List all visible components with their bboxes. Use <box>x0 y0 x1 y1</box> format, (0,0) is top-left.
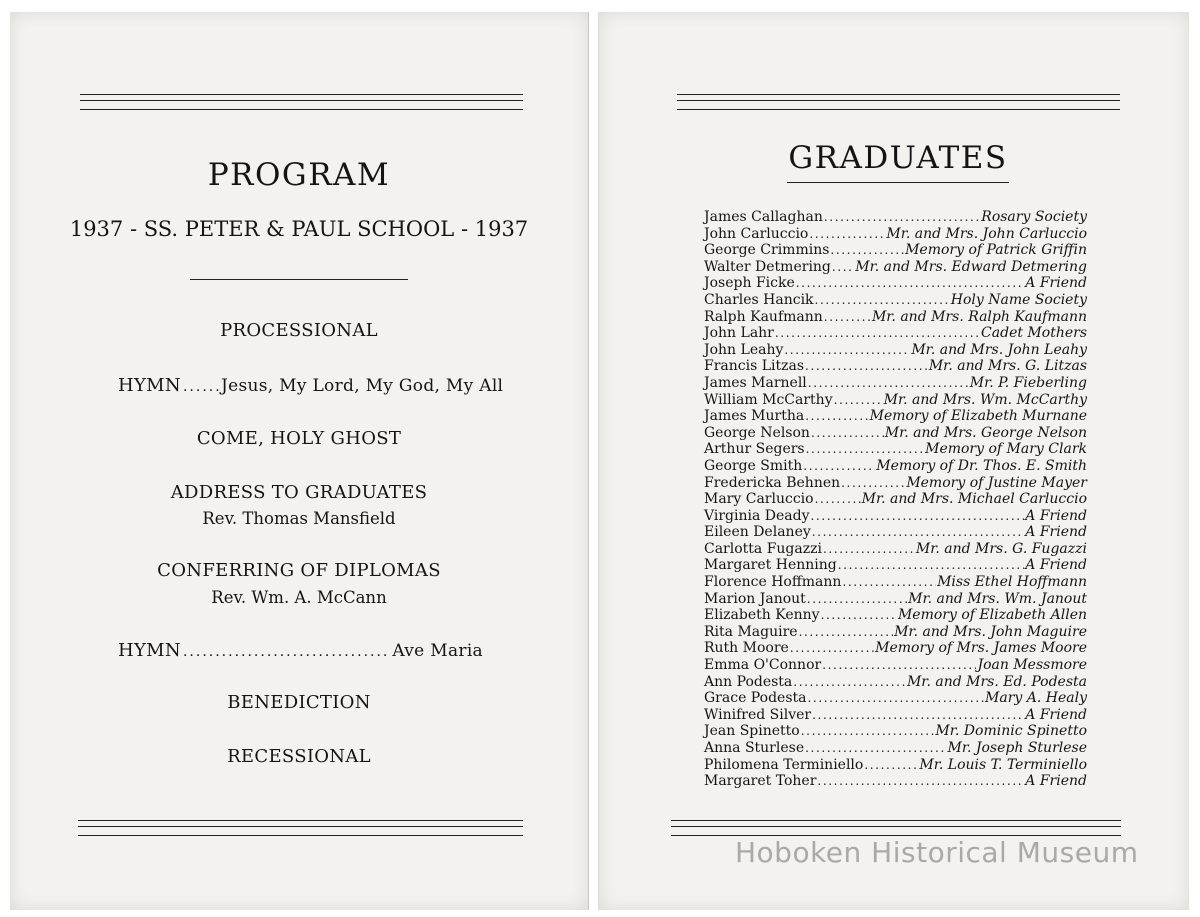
dot-leader <box>817 773 1024 790</box>
graduate-sponsor: Mr. and Mrs. George Nelson <box>884 424 1087 441</box>
graduate-row <box>704 607 1087 624</box>
graduate-sponsor: Mr. and Mrs. John Carluccio <box>886 225 1087 242</box>
graduate-name: Ann Podesta <box>704 673 793 690</box>
graduate-name: Mary Carluccio <box>704 491 814 508</box>
graduate-sponsor: A Friend <box>1025 706 1087 723</box>
graduate-name: Winifred Silver <box>704 706 812 723</box>
hymn-label: HYMN <box>118 375 181 396</box>
dot-leader <box>801 723 935 740</box>
graduate-name: George Smith <box>704 457 803 474</box>
dot-leader <box>784 342 910 359</box>
graduate-sponsor: A Friend <box>1025 773 1087 790</box>
graduate-row <box>704 358 1087 375</box>
title-divider <box>190 279 408 280</box>
dot-leader <box>775 325 980 342</box>
dot-leader <box>824 209 980 226</box>
graduate-row <box>704 475 1087 492</box>
graduate-sponsor: A Friend <box>1025 507 1087 524</box>
graduate-row <box>704 458 1087 475</box>
graduate-sponsor: Holy Name Society <box>950 291 1087 308</box>
dot-leader <box>822 657 976 674</box>
graduate-row <box>704 309 1087 326</box>
dot-leader <box>183 379 219 395</box>
graduate-row <box>704 657 1087 674</box>
come-holy-ghost-item: COME, HOLY GHOST <box>196 428 402 449</box>
processional-item: PROCESSIONAL <box>220 320 378 341</box>
graduate-name: George Crimmins <box>704 242 830 259</box>
graduate-row <box>704 375 1087 392</box>
graduate-sponsor: Mary A. Healy <box>985 690 1087 707</box>
graduate-sponsor: Memory of Patrick Griffin <box>905 242 1087 259</box>
school-name: SS. PETER & PAUL SCHOOL <box>143 217 455 241</box>
dot-leader <box>838 557 1025 574</box>
dot-leader <box>805 408 868 425</box>
dot-leader <box>811 508 1025 525</box>
graduate-name: James Marnell <box>704 374 807 391</box>
graduate-sponsor: Rosary Society <box>981 209 1087 225</box>
graduate-name: Elizabeth Kenny <box>704 607 820 624</box>
graduate-sponsor: Memory of Mary Clark <box>925 441 1087 458</box>
graduate-sponsor: Mr. and Mrs. G. Litzas <box>928 358 1087 375</box>
graduate-row <box>704 259 1087 276</box>
graduate-sponsor: Memory of Elizabeth Murnane <box>869 408 1087 425</box>
dot-leader <box>864 757 918 774</box>
year-right: 1937 <box>474 217 529 241</box>
graduate-row <box>704 574 1087 591</box>
graduate-row <box>704 508 1087 525</box>
graduate-sponsor: A Friend <box>1025 524 1087 541</box>
graduate-sponsor: Mr. and Mrs. Wm. Janout <box>908 590 1087 607</box>
dot-leader <box>807 690 984 707</box>
graduate-name: Charles Hancik <box>704 291 814 308</box>
benediction-item: BENEDICTION <box>227 692 371 713</box>
graduate-name: Francis Litzas <box>704 358 805 375</box>
graduate-row <box>704 690 1087 707</box>
graduate-name: Emma O'Connor <box>704 657 822 674</box>
dot-leader <box>812 707 1024 724</box>
dot-leader <box>803 458 875 475</box>
graduate-row <box>704 425 1087 442</box>
dot-leader <box>796 275 1025 292</box>
top-triple-rule <box>677 94 1120 110</box>
bottom-triple-rule <box>671 820 1121 836</box>
dot-leader <box>812 524 1025 541</box>
hymn-item-1 <box>118 375 504 396</box>
graduate-name: Joseph Ficke <box>704 275 795 292</box>
dot-leader <box>830 242 904 259</box>
program-page <box>10 12 589 910</box>
graduate-row <box>704 557 1087 574</box>
dot-leader <box>807 591 907 608</box>
hymn-title: Jesus, My Lord, My God, My All <box>220 376 504 396</box>
graduate-row <box>704 491 1087 508</box>
graduate-sponsor: Mr. P. Fieberling <box>969 374 1087 391</box>
graduate-name: Anna Sturlese <box>704 740 805 756</box>
graduate-sponsor: Mr. Dominic Spinetto <box>935 723 1087 740</box>
dot-leader <box>793 674 906 691</box>
graduate-sponsor: Mr. and Mrs. John Leahy <box>911 341 1087 358</box>
dot-leader <box>832 259 854 276</box>
graduate-name: Margaret Henning <box>704 557 837 574</box>
graduate-name: Florence Hoffmann <box>704 574 842 591</box>
subtitle-separator: - <box>460 217 475 241</box>
dot-leader <box>805 358 928 375</box>
graduate-name: Arthur Segers <box>704 441 805 458</box>
graduate-name: Philomena Terminiello <box>704 756 864 773</box>
dot-leader <box>808 375 969 392</box>
graduate-name: Walter Detmering <box>704 258 831 275</box>
graduate-sponsor: Cadet Mothers <box>981 325 1087 342</box>
dot-leader <box>821 607 897 624</box>
graduate-name: Carlotta Fugazzi <box>704 540 822 557</box>
graduate-sponsor: Mr. Joseph Sturlese <box>947 740 1087 756</box>
graduate-name: Virginia Deady <box>704 507 810 524</box>
address-item: ADDRESS TO GRADUATES <box>170 482 428 503</box>
graduates-list <box>704 209 1087 790</box>
graduate-sponsor: Memory of Elizabeth Allen <box>897 607 1087 624</box>
graduate-row <box>704 740 1087 757</box>
conferring-item: CONFERRING OF DIPLOMAS <box>157 560 441 581</box>
conferring-speaker: Rev. Wm. A. McCann <box>211 588 387 607</box>
graduate-name: Jean Spinetto <box>704 723 800 740</box>
bottom-triple-rule <box>78 820 523 836</box>
dot-leader <box>823 541 915 558</box>
graduate-sponsor: Miss Ethel Hoffmann <box>937 574 1087 591</box>
graduate-name: Fredericka Behnen <box>704 474 841 491</box>
graduate-row <box>704 757 1087 774</box>
graduate-row <box>704 591 1087 608</box>
graduate-name: Margaret Toher <box>704 773 817 790</box>
graduate-name: Ralph Kaufmann <box>704 308 823 325</box>
graduate-row <box>704 342 1087 359</box>
graduate-row <box>704 275 1087 292</box>
graduate-sponsor: Memory of Dr. Thos. E. Smith <box>876 457 1087 474</box>
graduate-name: James Murtha <box>704 408 805 425</box>
dot-leader <box>183 644 390 660</box>
museum-watermark: Hoboken Historical Museum <box>735 836 1139 869</box>
graduate-sponsor: Mr. and Mrs. Wm. McCarthy <box>883 391 1087 408</box>
graduate-sponsor: A Friend <box>1025 275 1087 292</box>
graduate-sponsor: Joan Messmore <box>977 657 1087 674</box>
dot-leader <box>824 309 871 326</box>
dot-leader <box>805 740 946 757</box>
graduates-title: GRADUATES <box>788 140 1008 176</box>
title-underline <box>787 182 1009 183</box>
dot-leader <box>809 226 885 243</box>
graduate-row <box>704 707 1087 724</box>
graduate-sponsor: A Friend <box>1025 557 1087 574</box>
hymn-label: HYMN <box>118 640 181 661</box>
dot-leader <box>842 574 936 591</box>
dot-leader <box>815 292 950 309</box>
graduate-name: John Leahy <box>704 341 784 358</box>
graduate-row <box>704 325 1087 342</box>
dot-leader <box>834 392 883 409</box>
graduate-name: John Lahr <box>704 325 774 342</box>
school-subtitle <box>10 217 588 241</box>
graduate-sponsor: Mr. and Mrs. John Maguire <box>894 623 1087 640</box>
graduate-name: Grace Podesta <box>704 690 807 707</box>
graduate-name: Ruth Moore <box>704 640 789 657</box>
graduate-name: Rita Maguire <box>704 623 798 640</box>
graduate-sponsor: Mr. and Mrs. G. Fugazzi <box>915 540 1087 557</box>
graduate-name: Marion Janout <box>704 590 806 607</box>
graduate-row <box>704 640 1087 657</box>
graduate-row <box>704 408 1087 425</box>
dot-leader <box>811 425 884 442</box>
hymn-item-2 <box>118 640 483 661</box>
graduate-row <box>704 392 1087 409</box>
graduate-sponsor: Mr. and Mrs. Ed. Podesta <box>906 673 1087 690</box>
graduate-name: George Nelson <box>704 424 810 441</box>
graduate-row <box>704 209 1087 226</box>
graduate-name: John Carluccio <box>704 225 809 242</box>
dot-leader <box>799 624 894 641</box>
graduate-sponsor: Memory of Justine Mayer <box>906 474 1087 491</box>
graduate-sponsor: Mr. and Mrs. Michael Carluccio <box>861 491 1087 508</box>
graduate-sponsor: Memory of Mrs. James Moore <box>875 640 1087 657</box>
recessional-item: RECESSIONAL <box>227 746 371 767</box>
graduate-name: James Callaghan <box>704 209 823 225</box>
graduate-row <box>704 723 1087 740</box>
graduate-row <box>704 773 1087 790</box>
graduate-sponsor: Mr. and Mrs. Edward Detmering <box>855 258 1087 275</box>
top-triple-rule <box>80 94 523 110</box>
program-title: PROGRAM <box>207 157 391 193</box>
graduate-sponsor: Mr. Louis T. Terminiello <box>919 756 1087 773</box>
dot-leader <box>815 491 861 508</box>
dot-leader <box>806 441 925 458</box>
dot-leader <box>841 475 905 492</box>
graduate-row <box>704 441 1087 458</box>
graduate-name: William McCarthy <box>704 391 833 408</box>
graduates-page <box>598 12 1189 910</box>
hymn-title: Ave Maria <box>392 641 483 661</box>
graduate-row <box>704 674 1087 691</box>
dot-leader <box>790 640 874 657</box>
graduate-row <box>704 242 1087 259</box>
graduate-row <box>704 541 1087 558</box>
address-speaker: Rev. Thomas Mansfield <box>202 509 396 528</box>
graduate-name: Eileen Delaney <box>704 524 811 541</box>
subtitle-separator: - <box>129 217 144 241</box>
graduate-row <box>704 292 1087 309</box>
graduate-row <box>704 226 1087 243</box>
graduate-row <box>704 524 1087 541</box>
graduate-sponsor: Mr. and Mrs. Ralph Kaufmann <box>871 308 1087 325</box>
graduate-row <box>704 624 1087 641</box>
year-left: 1937 <box>69 217 124 241</box>
